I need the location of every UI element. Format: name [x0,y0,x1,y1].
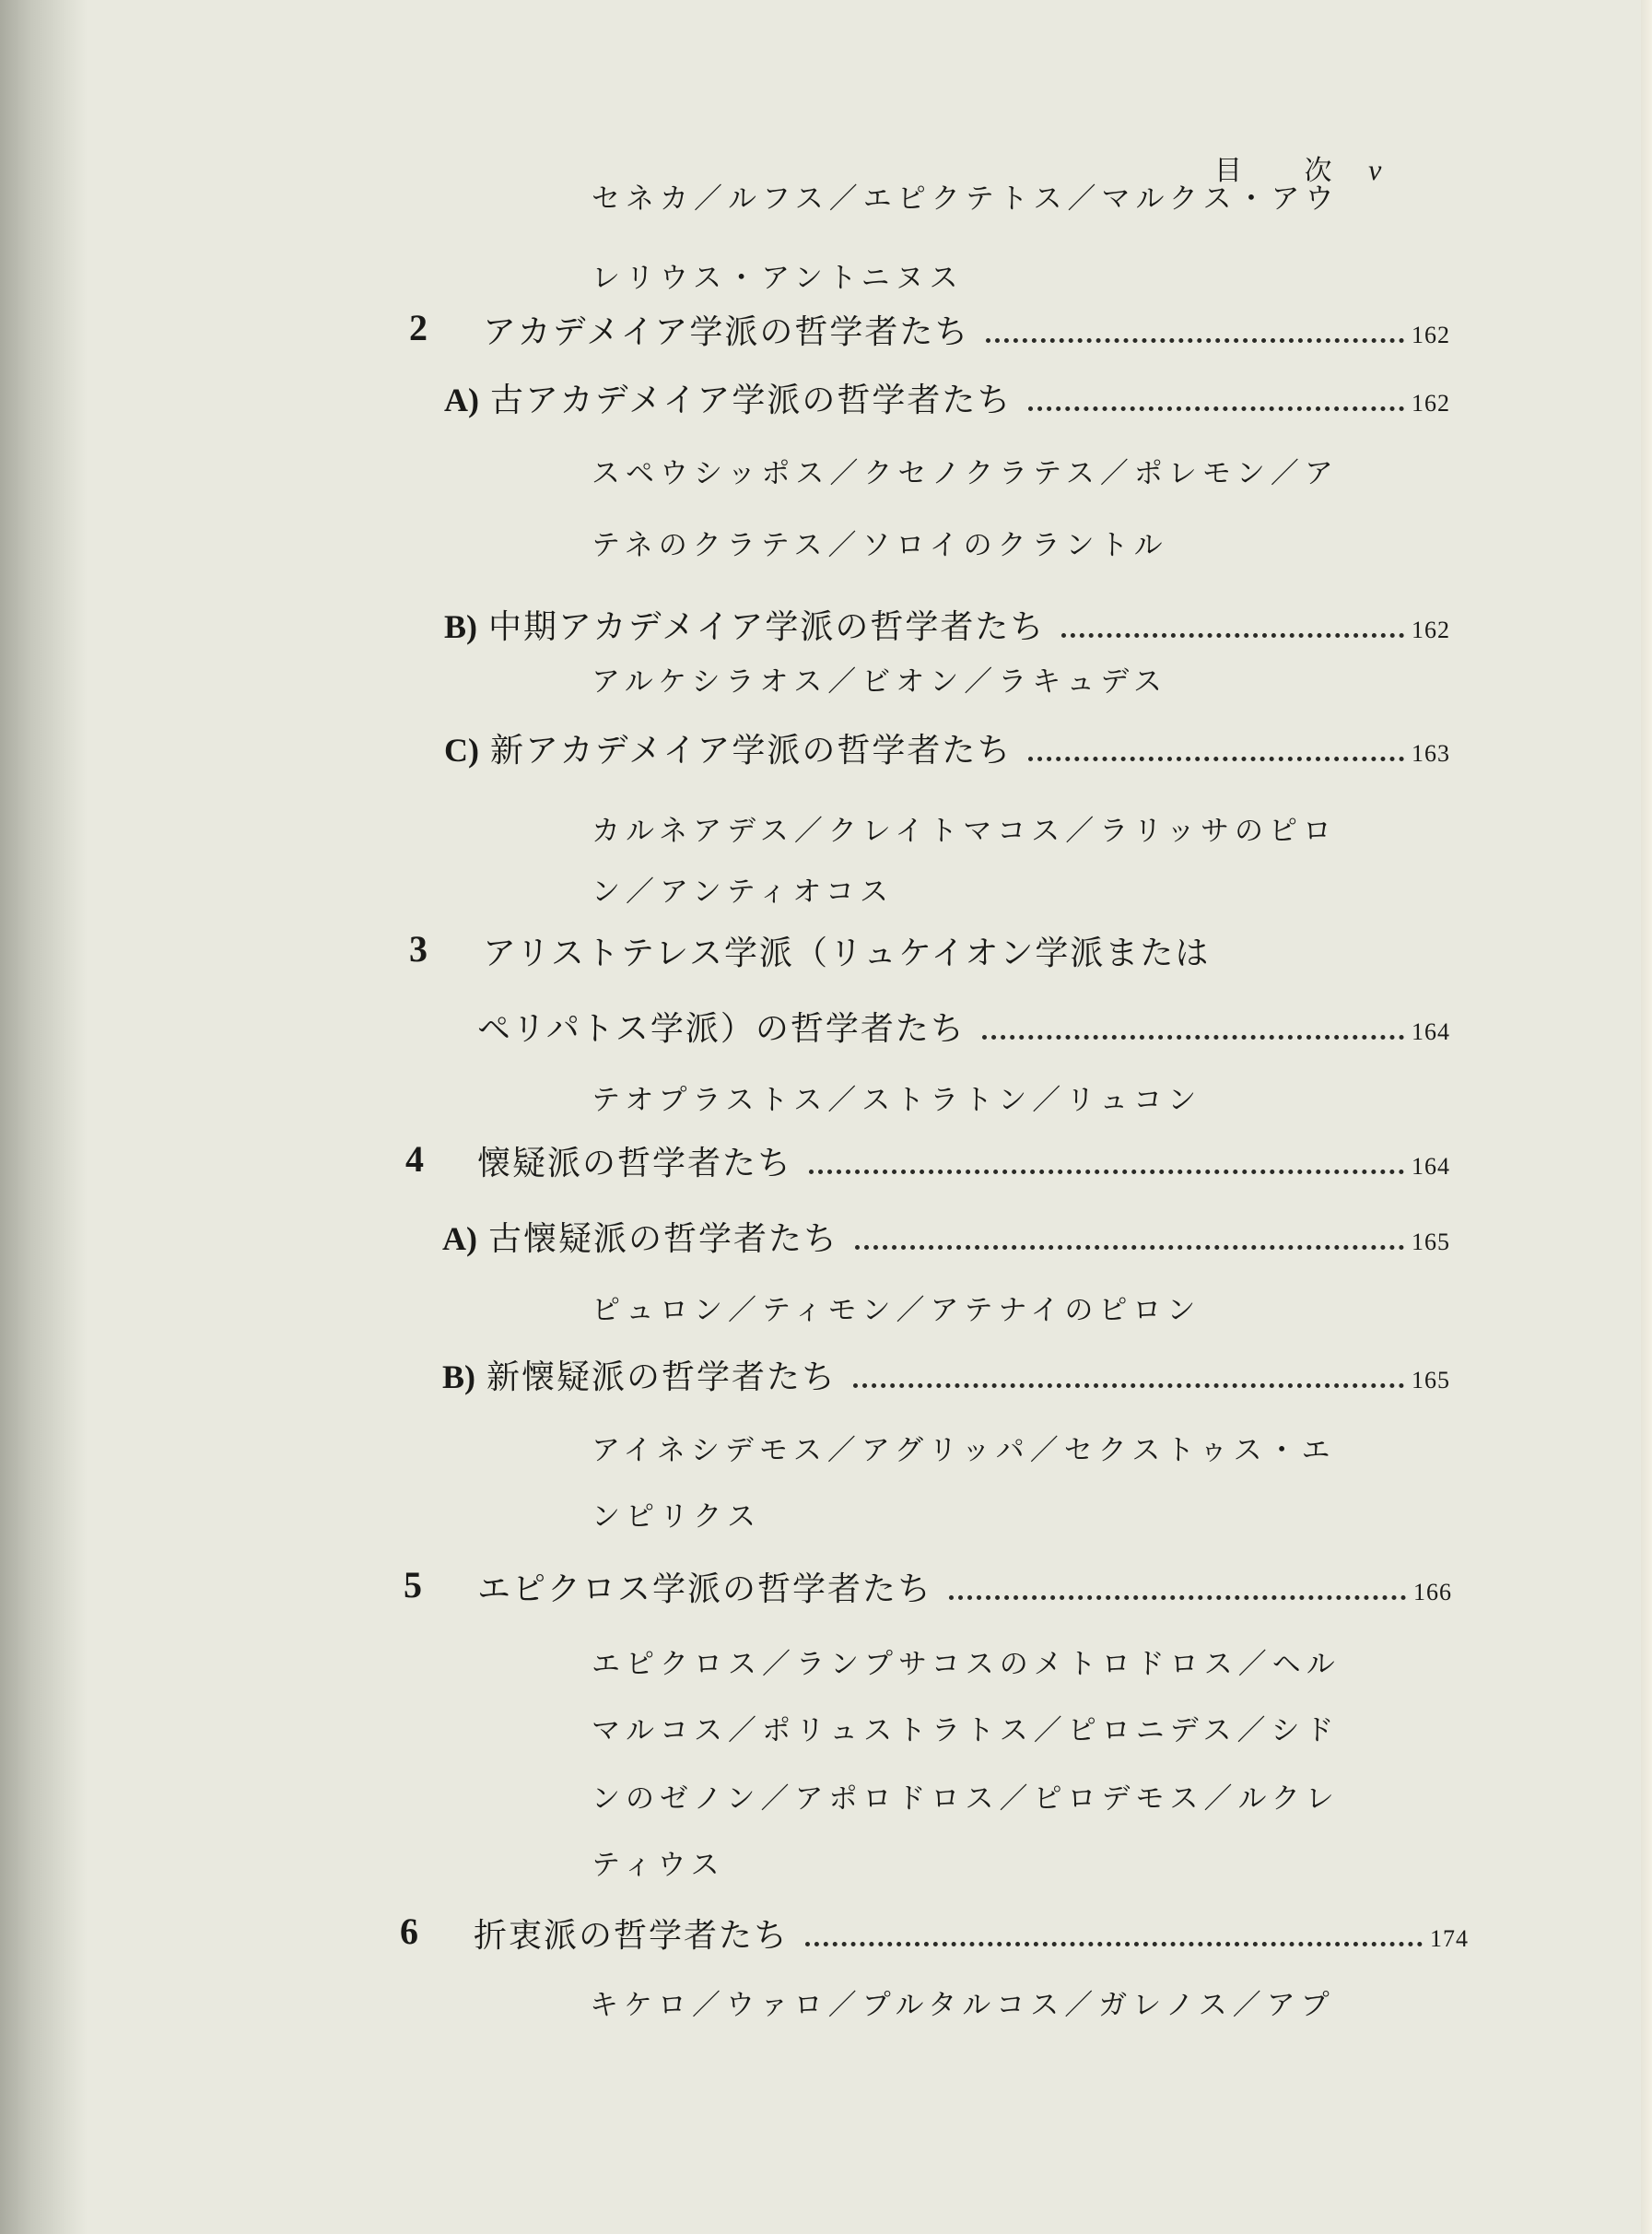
running-head-page-number: v [1368,153,1382,186]
page-number: 166 [1413,1579,1452,1605]
names-text: マルコス／ポリュストラトス／ピロニデス／シド [592,1714,1340,1747]
page-number: 163 [1412,740,1450,767]
dot-leader [949,1595,1406,1600]
names-text: エピクロス／ランプサコスのメトロドロス／ヘル [592,1648,1341,1681]
page-number: 174 [1430,1925,1469,1952]
section-title: 折衷派の哲学者たち [474,1917,790,1955]
section-number: 5 [404,1564,422,1605]
names-text: ン／アンティオコス [592,876,895,909]
dot-leader [986,338,1404,343]
toc-subsection-entry [444,601,1450,648]
running-head-word: 目 [1214,155,1242,187]
subsection-title: 中期アカデメイア学派の哲学者たち [488,608,1046,646]
dot-leader [1061,633,1404,638]
toc-subsection-entry [444,724,1450,771]
toc-names-line [592,450,1339,491]
toc-names-line [592,658,1167,700]
dot-leader [1028,757,1404,761]
dot-leader [855,1245,1404,1250]
toc-section-entry [400,1910,1469,1957]
subsection-letter: C) [444,732,479,769]
section-title: 懐疑派の哲学者たち [477,1145,793,1182]
toc-subsection-entry [444,374,1450,421]
names-text: レリウス・アントニヌス [592,262,964,295]
toc-names-line [592,522,1168,563]
section-title: エピクロス学派の哲学者たち [477,1570,933,1608]
subsection-letter: A) [444,382,479,418]
dot-leader [982,1035,1404,1040]
names-text: ティウス [592,1849,725,1882]
toc-subsection-entry [442,1213,1450,1260]
page-number: 162 [1412,617,1450,643]
toc-names-line [592,1076,1201,1118]
toc-names-line [592,807,1337,849]
page-number: 164 [1412,1153,1450,1180]
names-text: テネのクラテス／ソロイのクラントル [592,529,1168,562]
dot-leader [1028,406,1404,411]
dot-leader [853,1383,1404,1388]
toc-names-line [592,1287,1201,1328]
page-gutter-shadow [0,0,88,2234]
section-number: 2 [409,307,428,348]
names-text: アルケシラオス／ビオン／ラキュデス [592,665,1167,699]
names-text: カルネアデス／クレイトマコス／ラリッサのピロ [592,815,1338,848]
names-text: アイネシデモス／アグリッパ／セクストゥス・エ [592,1434,1336,1467]
dot-leader [805,1942,1423,1946]
toc-names-line [592,1841,725,1883]
toc-section-entry [405,1137,1450,1184]
toc-section-entry-continued [477,1003,1450,1050]
toc-subsection-entry [442,1351,1450,1398]
toc-section-entry [404,1563,1452,1610]
toc-names-line [592,868,894,910]
subsection-letter: B) [442,1358,475,1395]
subsection-title: 新アカデメイア学派の哲学者たち [490,732,1013,770]
section-number: 6 [400,1911,418,1952]
names-text: セネカ／ルフス／エピクテトス／マルクス・アウ [592,182,1340,216]
names-text: テオプラストス／ストラトン／リュコン [592,1084,1202,1117]
page-number: 162 [1412,322,1450,348]
toc-names-line [592,175,1340,217]
page-edge [1641,0,1652,2234]
toc-names-line [592,1427,1336,1468]
subsection-letter: A) [442,1220,477,1257]
section-title: ペリパトス学派）の哲学者たち [477,1010,966,1048]
section-number: 4 [405,1138,424,1180]
section-title: アリストテレス学派（リュケイオン学派または [483,935,1211,972]
names-text: キケロ／ウァロ／プルタルコス／ガレノス／アプ [590,1989,1335,2022]
names-text: ンピリクス [592,1500,762,1534]
subsection-title: 古懐疑派の哲学者たち [488,1220,839,1258]
names-text: ンのゼノン／アポロドロス／ピロデモス／ルクレ [592,1782,1340,1816]
page-number: 164 [1412,1018,1450,1045]
toc-names-line [592,254,964,296]
section-number: 3 [409,928,428,970]
section-title: アカデメイア学派の哲学者たち [483,313,970,351]
names-text: スペウシッポス／クセノクラテス／ポレモン／ア [592,457,1339,490]
running-head-word: 次 [1304,155,1332,187]
toc-names-line [592,1707,1340,1748]
toc-names-line [592,1775,1340,1817]
page-number: 165 [1412,1229,1450,1255]
toc-names-line [592,1640,1341,1682]
names-text: ピュロン／ティモン／アテナイのピロン [592,1294,1201,1327]
page-number: 165 [1412,1367,1450,1393]
toc-section-entry [409,306,1450,353]
subsection-title: 新懐疑派の哲学者たち [486,1358,838,1396]
subsection-title: 古アカデメイア学派の哲学者たち [490,382,1013,419]
subsection-letter: B) [444,608,477,645]
page-number: 162 [1412,390,1450,417]
toc-names-line [590,1981,1335,2023]
toc-section-entry [409,927,1450,974]
toc-names-line [592,1493,761,1534]
dot-leader [809,1170,1404,1174]
